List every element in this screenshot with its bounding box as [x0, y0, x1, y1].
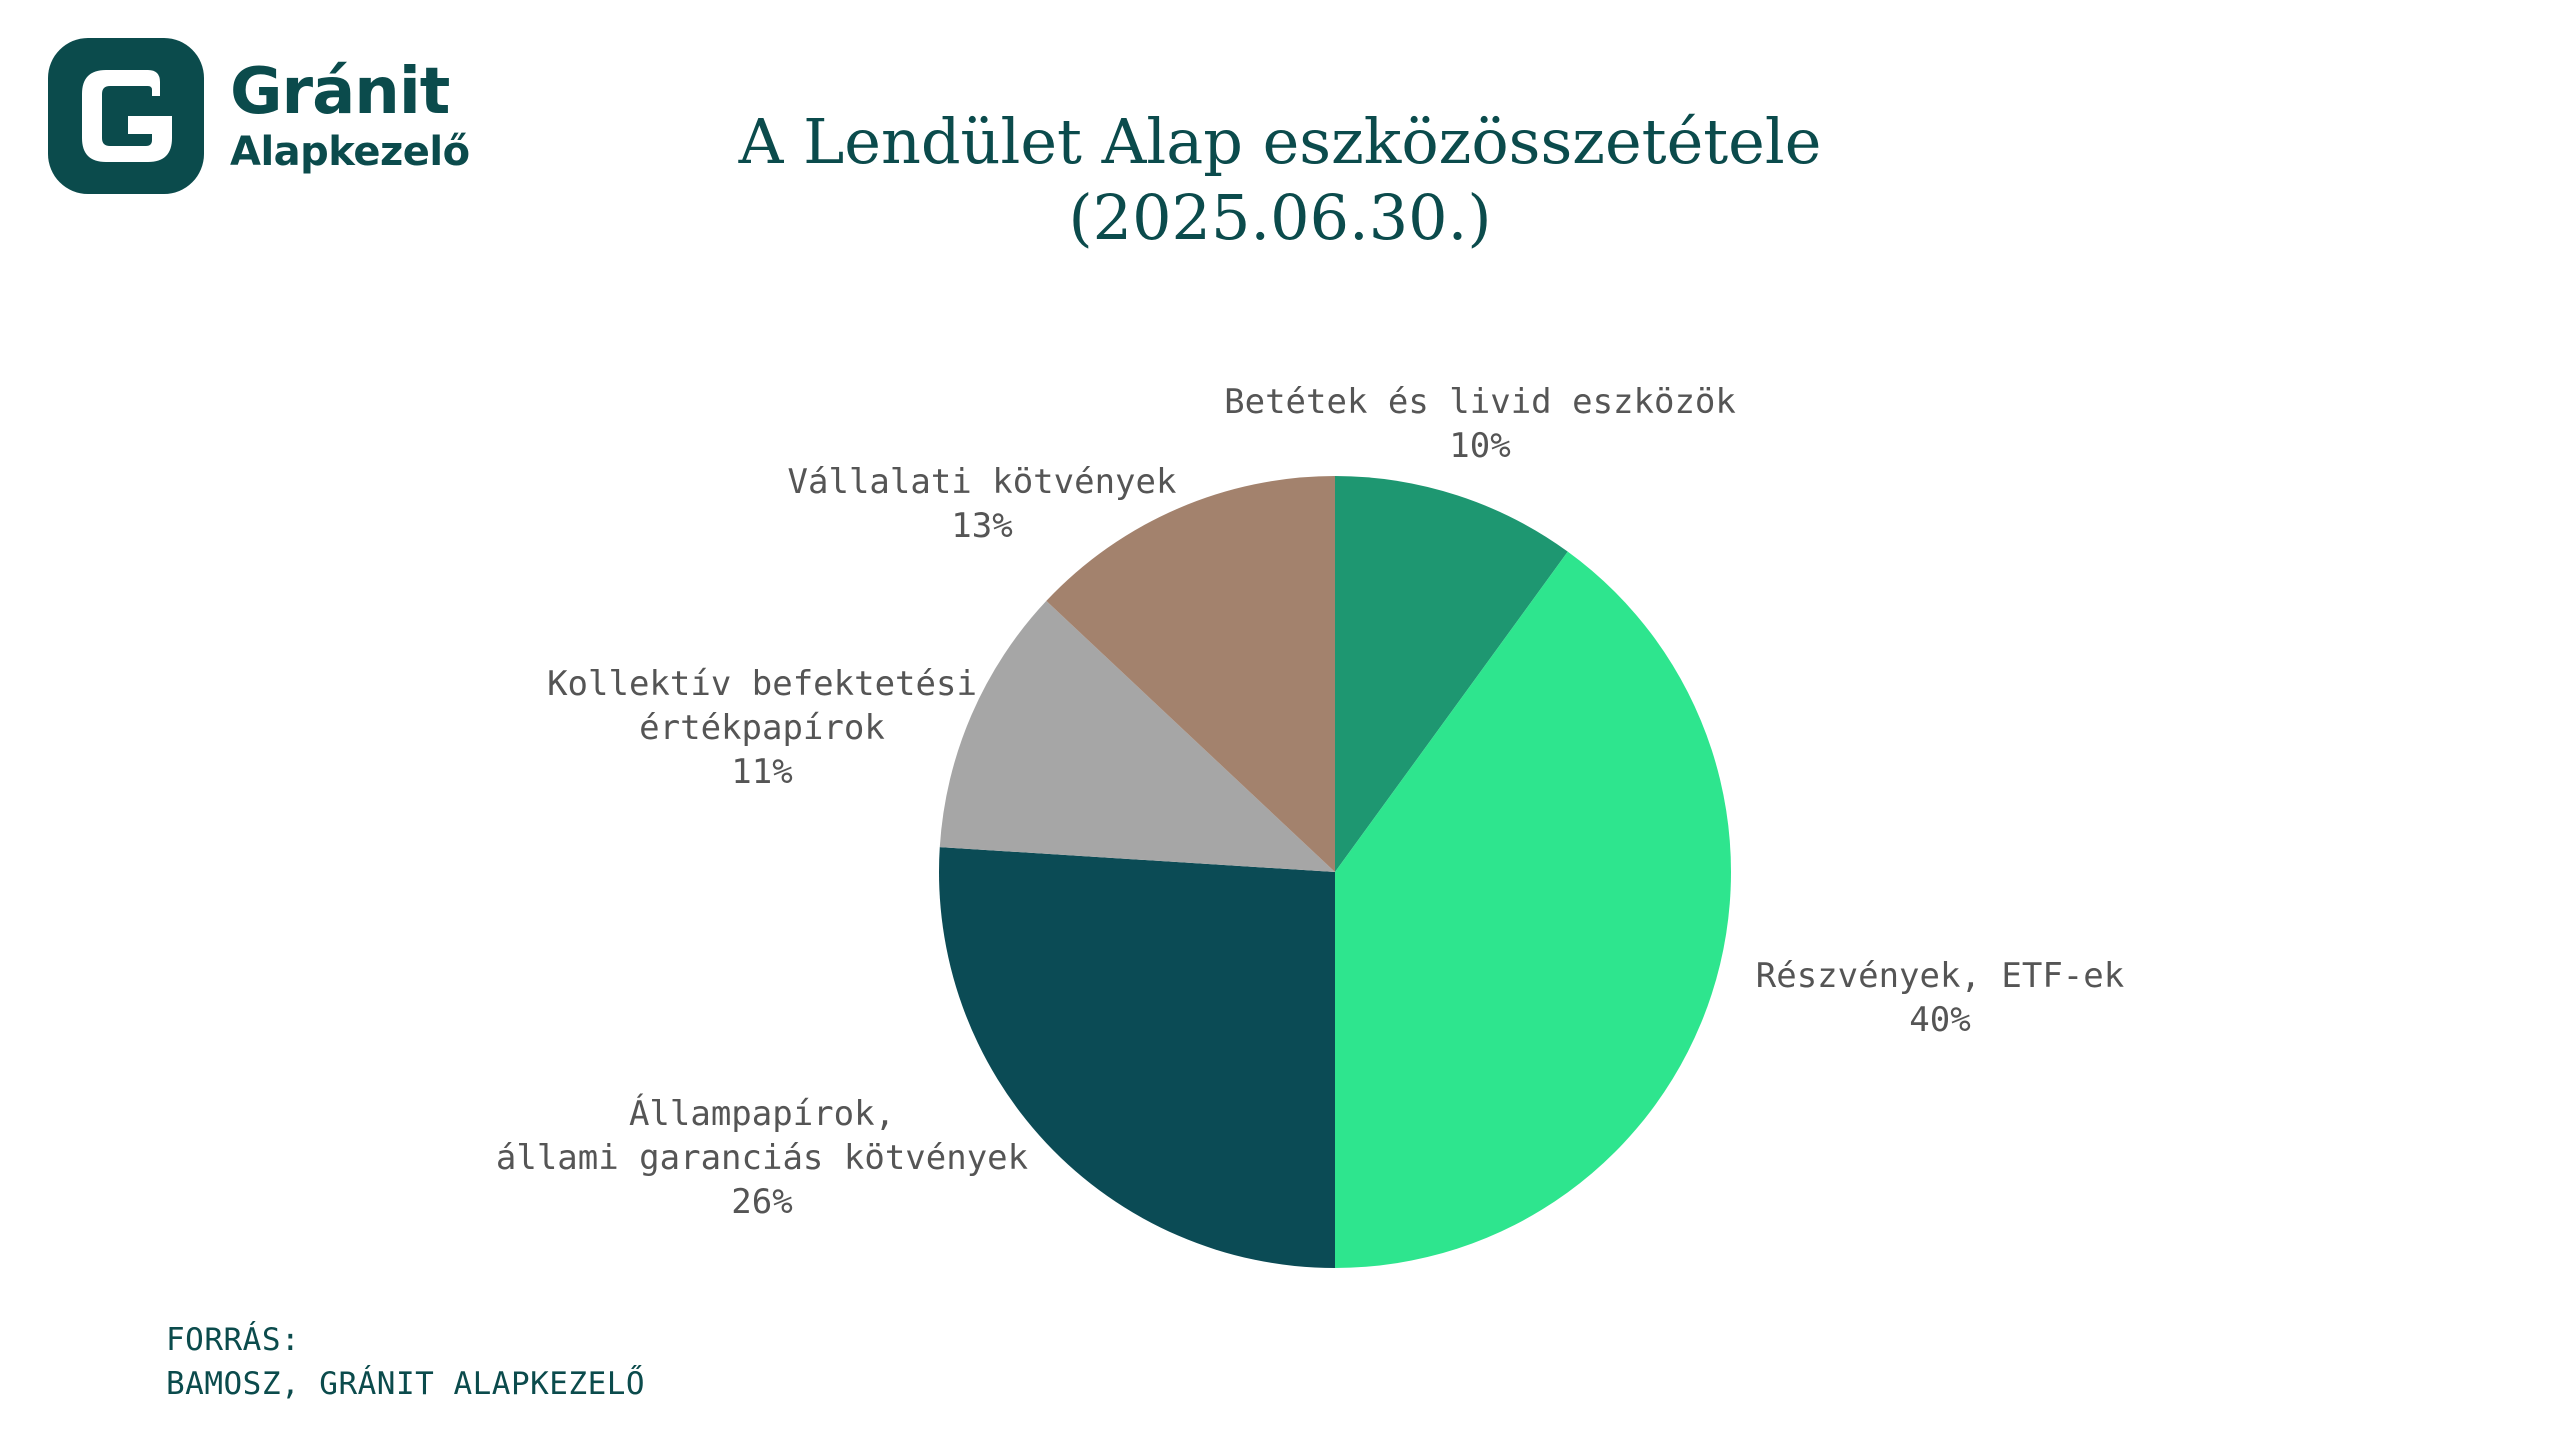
slice-label-text: Vállalati kötvények [787, 462, 1177, 502]
slice-label-4 [547, 662, 977, 794]
chart-title-line2: (2025.06.30.) [1068, 181, 1492, 254]
logo-name: Gránit [230, 55, 450, 129]
slice-value-label: 26% [731, 1182, 793, 1222]
source-note [166, 1318, 645, 1406]
source-label: FORRÁS: [166, 1322, 301, 1358]
slice-value-label: 11% [731, 752, 793, 792]
slice-label-text: értékpapírok [639, 708, 885, 748]
slice-label-text: állami garanciás kötvények [495, 1138, 1029, 1178]
source-text: BAMOSZ, GRÁNIT ALAPKEZELŐ [166, 1366, 646, 1402]
slice-value-label: 13% [951, 506, 1013, 546]
slice-label-text: Kollektív befektetési [547, 664, 977, 704]
slice-label-text: Betétek és livid eszközök [1224, 382, 1736, 422]
slice-label-2 [1756, 954, 2124, 1042]
slice-value-label: 10% [1449, 426, 1511, 466]
slice-label-5 [788, 460, 1177, 548]
slice-value-label: 40% [1909, 1000, 1971, 1040]
chart-title-line1: A Lendület Alap eszközösszetétele [738, 105, 1822, 178]
slice-label-text: Állampapírok, [628, 1094, 896, 1134]
logo-subtitle: Alapkezelő [230, 129, 470, 175]
slice-label-3 [496, 1092, 1028, 1224]
slice-label-1 [1224, 380, 1736, 468]
slice-label-text: Részvények, ETF-ek [1755, 956, 2125, 996]
